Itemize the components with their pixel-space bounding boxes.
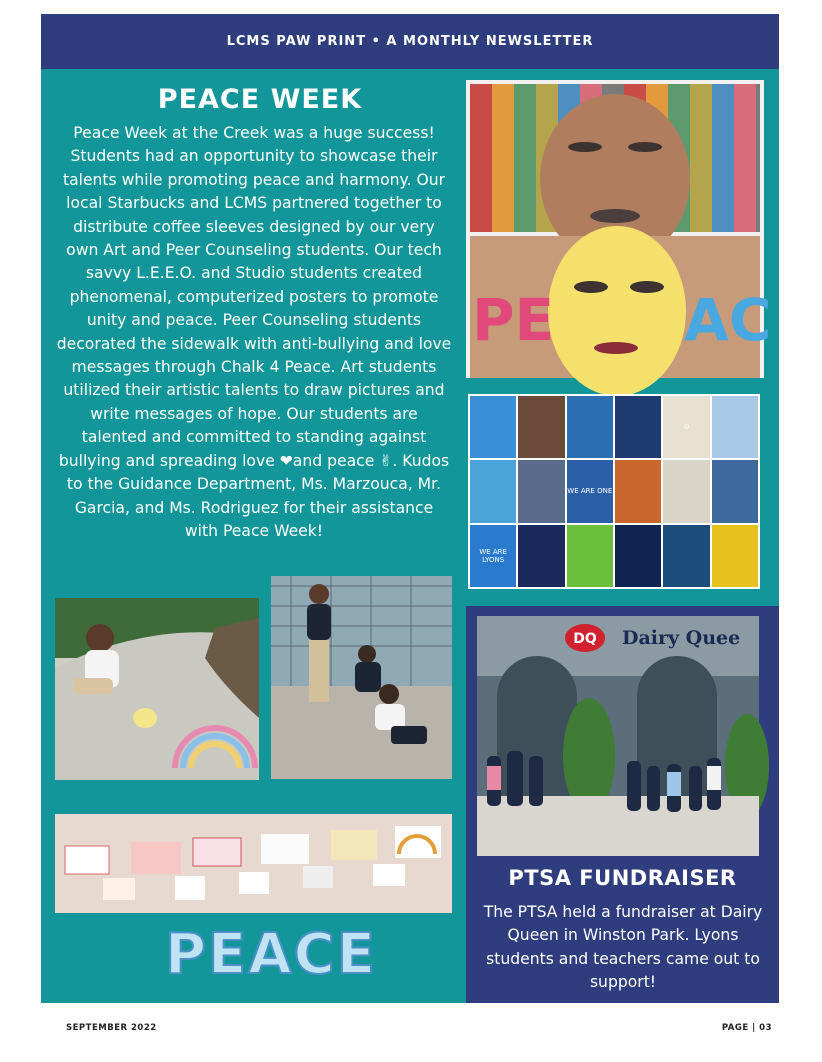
poster-tile bbox=[712, 460, 758, 522]
chalk-face-top bbox=[470, 84, 760, 232]
chalk-art-photo bbox=[466, 80, 772, 378]
chalk-peace-word-left: PE bbox=[472, 286, 555, 354]
poster-tile bbox=[615, 460, 661, 522]
poster-tile bbox=[615, 525, 661, 587]
peace-decorative-art: PEACE bbox=[165, 921, 377, 987]
poster-tile bbox=[470, 396, 516, 458]
ptsa-body: The PTSA held a fundraiser at Dairy Queen in Winston Park. Lyons students and teachers came out to support! bbox=[483, 903, 763, 992]
poster-tile bbox=[518, 525, 564, 587]
poster-tile bbox=[567, 525, 613, 587]
dq-logo: DQ bbox=[573, 631, 597, 647]
poster-tile bbox=[518, 396, 564, 458]
chalk-face-bottom bbox=[470, 236, 772, 378]
poster-tile bbox=[615, 396, 661, 458]
poster-tile bbox=[663, 525, 709, 587]
poster-tile bbox=[712, 396, 758, 458]
chalk-peace-word-right: AC bbox=[684, 286, 772, 354]
poster-tile bbox=[470, 460, 516, 522]
article-body: Peace Week at the Creek was a huge success! Students had an opportunity to showcase their talents while promoting peace and harmony. Our local Starbucks and LCMS partnered together to distribute coffee sleeves designed by our very own Art and Peer Counseling students. Our tech savvy L.E.E.O. and Studio students created phenomenal, computerized posters to promote unity and peace. Peer Counseling students decorated the sidewalk with anti-bullying and love messages through Chalk 4 Peace. Art students utilized their artistic talents to draw pictures and write messages of hope. Our students are talented and committed to standing against bullying and spreading love ❤and peace ✌. Kudos to the Guidance Department, Ms. Marzouca, Mr. Garcia, and Ms. Rodriguez for their assistance with Peace Week! bbox=[56, 124, 452, 540]
article-title: PEACE WEEK bbox=[157, 84, 363, 115]
art-wall-photo bbox=[55, 814, 452, 913]
poster-tile: WE ARE LYONS bbox=[470, 525, 516, 587]
header-title: LCMS PAW PRINT • A MONTHLY NEWSLETTER bbox=[226, 34, 594, 49]
poster-tile: WE ARE ONE bbox=[567, 460, 613, 522]
students-chalk-group-photo bbox=[271, 576, 452, 779]
footer-date: SEPTEMBER 2022 bbox=[66, 1023, 157, 1033]
poster-tile bbox=[567, 396, 613, 458]
poster-tile bbox=[663, 460, 709, 522]
poster-collage bbox=[468, 394, 760, 589]
poster-tile bbox=[518, 460, 564, 522]
poster-tile: ☮ bbox=[663, 396, 709, 458]
ptsa-title: PTSA FUNDRAISER bbox=[508, 866, 737, 890]
poster-tile bbox=[712, 525, 758, 587]
newsletter-header bbox=[41, 14, 779, 69]
footer-page-number: PAGE | 03 bbox=[721, 1023, 772, 1033]
dq-sign-text: Dairy Quee bbox=[622, 627, 741, 649]
dairy-queen-group-photo bbox=[477, 616, 759, 856]
student-chalk-drawing-photo bbox=[55, 598, 259, 780]
